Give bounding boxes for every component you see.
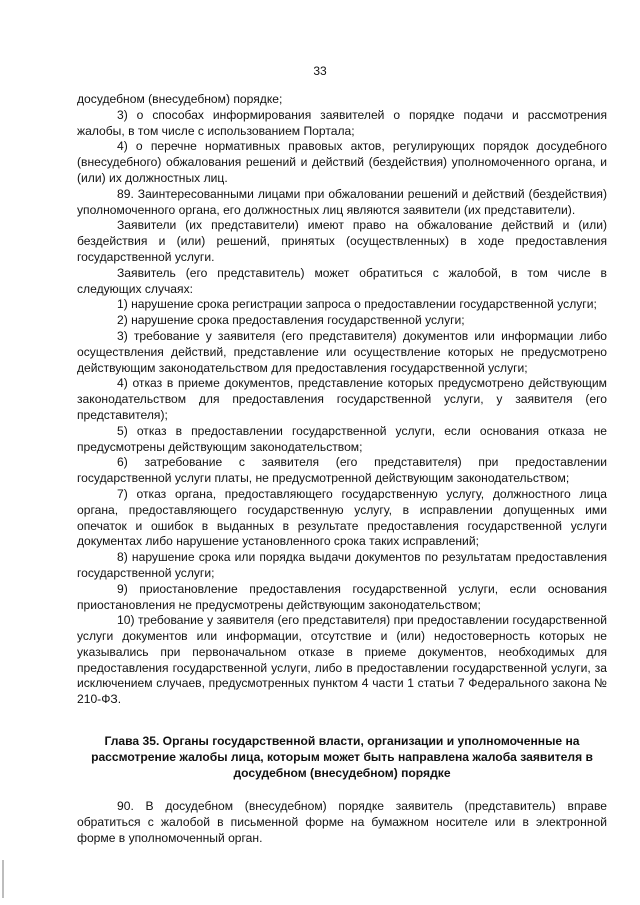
paragraph: 5) отказ в предоставлении государственной услуги, если основания отказа не предусмотрены действующим законодательством; — [77, 423, 607, 454]
paragraph: 2) нарушение срока предоставления государственной услуги; — [117, 313, 465, 328]
paragraph: 4) отказ в приеме документов, представление которых предусмотрено действующим законодательством для предоставления государственной услуги, у заявителя (его представителя); — [77, 376, 607, 422]
paragraph: 4) о перечне нормативных правовых актов, регулирующих порядок досудебного (внесудебного) обжалования решений и действий (бездействия) уполномоченного органа, и (или) их должностных лиц. — [77, 139, 607, 185]
paragraph-list — [77, 92, 607, 708]
paragraph: 3) о способах информирования заявителей о порядке подачи и рассмотрения жалобы, в том числе с использованием Портала; — [77, 107, 607, 138]
paragraph: Заявители (их представители) имеют право на обжалование действий и (или) бездействия и (или) решений, принятых (осуществленных) в ходе предоставления государственной услуги. — [77, 218, 607, 264]
paragraph: 6) затребование с заявителя (его представителя) при предоставлении государственной услуги платы, не предусмотренной действующим законодательством; — [77, 455, 607, 486]
page-number: 33 — [313, 64, 327, 78]
paragraph: 3) требование у заявителя (его представителя) документов или информации либо осуществления действий, представление или осуществление которых не предусмотрено действующим законодательством для предоставления государственной услуги; — [77, 328, 607, 375]
paragraph: 1) нарушение срока регистрации запроса о предоставлении государственной услуги; — [117, 297, 597, 312]
paragraph: досудебном (внесудебном) порядке; — [77, 92, 283, 106]
paragraph: 7) отказ органа, предоставляющего государственную услугу, должностного лица органа, предоставляющего государственную услугу, в исправлении допущенных ими опечаток и ошибок в выданных в результате предоставления государственной услуги документах либо нарушение установленного срока таких исправлений; — [77, 486, 607, 549]
paragraph: 89. Заинтересованными лицами при обжаловании решений и действий (бездействия) уполномоченного органа, его должностных лиц являются заявители (их представители). — [77, 186, 607, 217]
document-body — [77, 92, 607, 847]
paragraph-90: 90. В досудебном (внесудебном) порядке заявитель (представитель) вправе обратиться с жалобой в письменной форме на бумажном носителе или в электронной форме в уполномоченный орган. — [77, 799, 607, 846]
paragraph: 8) нарушение срока или порядка выдачи документов по результатам предоставления государственной услуги; — [77, 550, 607, 580]
scan-edge-mark — [2, 860, 4, 898]
chapter-title: Глава 35. Органы государственной власти, организации и уполномоченные на рассмотрение жалобы лица, которым может быть направлена жалоба заявителя в досудебном (внесудебном) порядке — [91, 734, 593, 780]
paragraph: 10) требование у заявителя (его представителя) при предоставлении государственной услуги документов или информации, отсутствие и (или) недостоверность которых не указывались при первоначальном отказе в приеме документов, необходимых для предоставления государственной услуги, либо в предоставлении государственной услуги, за исключением случаев, предусмотренных пунктом 4 части 1 статьи 7 Федерального закона № 210-ФЗ. — [77, 613, 607, 707]
paragraph: 9) приостановление предоставления государственной услуги, если основания приостановления не предусмотрены действующим законодательством; — [77, 581, 607, 612]
paragraph: Заявитель (его представитель) может обратиться с жалобой, в том числе в следующих случаях: — [77, 265, 607, 296]
